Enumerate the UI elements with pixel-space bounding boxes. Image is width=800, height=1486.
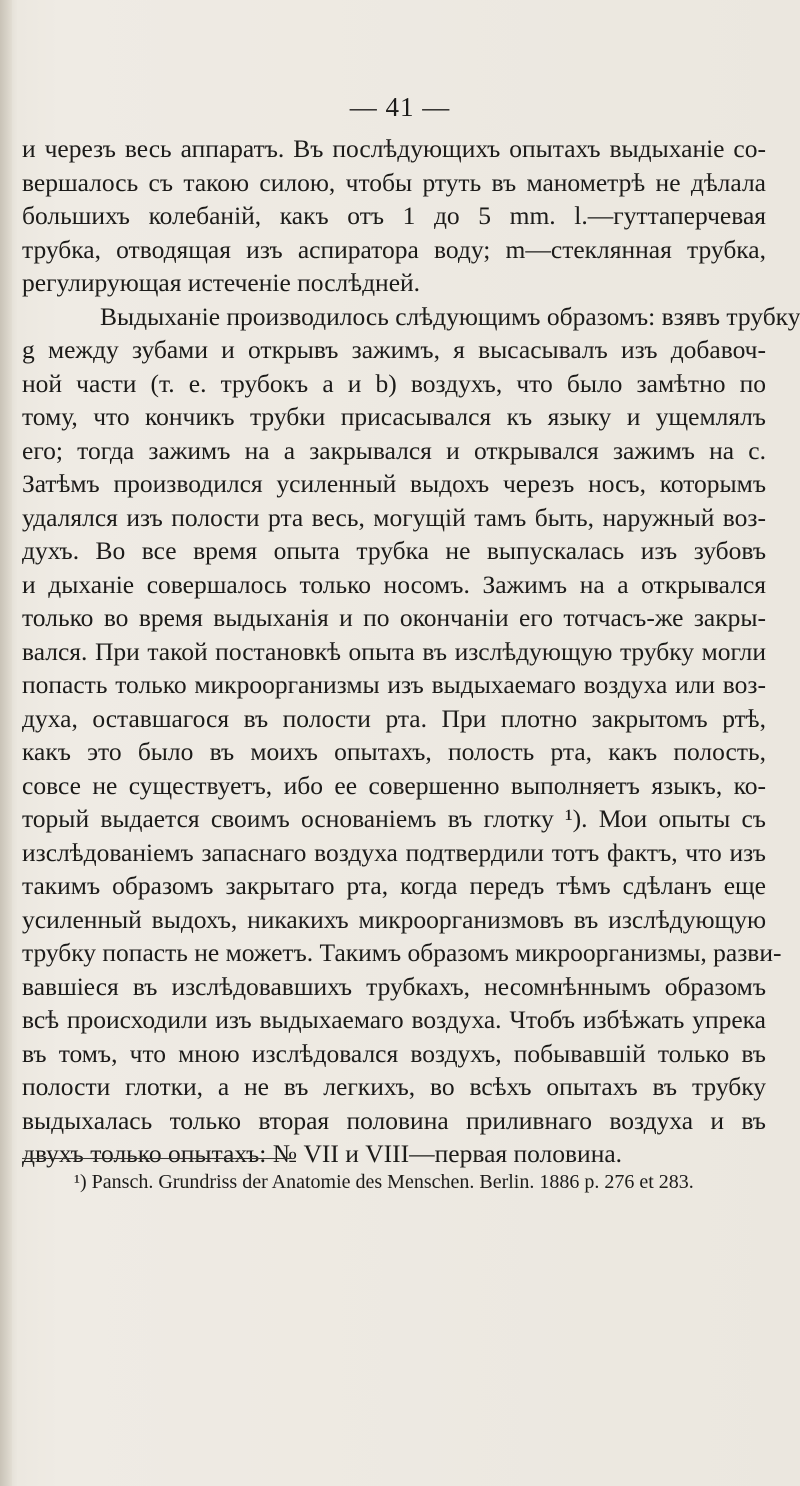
- text-line: полости глотки, а не въ легкихъ, во всѣхъ опытахъ въ трубку: [22, 1072, 766, 1101]
- text-line: вавшіеся въ изслѣдовавшихъ трубкахъ, несомнѣннымъ образомъ: [22, 971, 766, 1001]
- text-line: Затѣмъ производился усиленный выдохъ черезъ носъ, которымъ: [22, 469, 766, 498]
- text-line: и дыханіе совершалось только носомъ. Зажимъ на a открывался: [22, 569, 766, 599]
- text-line: выдыхалась только вторая половина приливнаго воздуха и въ: [22, 1105, 766, 1135]
- text-line: трубка, отводящая изъ аспиратора воду; m—стеклянная трубка,: [22, 234, 766, 264]
- text-line: изслѣдованіемъ запаснаго воздуха подтвердили тотъ фактъ, что изъ: [22, 837, 766, 867]
- text-line: духа, оставшагося въ полости рта. При плотно закрытомъ ртѣ,: [22, 703, 766, 733]
- text-line: большихъ колебаній, какъ отъ 1 до 5 mm. l.—гуттаперчевая: [22, 201, 766, 230]
- text-line: Выдыханіе производилось слѣдующимъ образомъ: взявъ трубку: [100, 301, 800, 331]
- body-text: [22, 132, 800, 1171]
- text-line: такимъ образомъ закрытаго рта, когда передъ тѣмъ сдѣланъ еще: [22, 871, 766, 900]
- text-line: вершалось съ такою силою, чтобы ртуть въ манометрѣ не дѣлала: [22, 167, 766, 197]
- text-line: всѣ происходили изъ выдыхаемаго воздуха. Чтобъ избѣжать упрека: [22, 1005, 766, 1034]
- text-line: совсе не существуетъ, ибо ее совершенно выполняетъ языкъ, ко-: [22, 770, 766, 800]
- text-line: усиленный выдохъ, никакихъ микроорганизмовъ въ изслѣдующую: [22, 904, 766, 934]
- text-line: и черезъ весь аппаратъ. Въ послѣдующихъ опытахъ выдыханіе со-: [22, 134, 766, 163]
- text-line: g между зубами и открывъ зажимъ, я высасывалъ изъ добавоч-: [22, 335, 766, 364]
- text-line: удалялся изъ полости рта весь, могущій тамъ быть, наружный воз-: [22, 502, 766, 532]
- text-line: только во время выдыханія и по окончаніи его тотчасъ-же закры-: [22, 603, 766, 632]
- text-line: трубку попасть не можетъ. Такимъ образомъ микроорганизмы, разви-: [22, 938, 782, 967]
- footnote-separator: [22, 1158, 292, 1159]
- text-line: духъ. Во все время опыта трубка не выпускалась изъ зубовъ: [22, 536, 766, 565]
- text-line: ной части (т. е. трубокъ a и b) воздухъ, что было замѣтно по: [22, 368, 766, 398]
- text-line: вался. При такой постановкѣ опыта въ изслѣдующую трубку могли: [22, 636, 766, 666]
- text-line: въ томъ, что мною изслѣдовался воздухъ, побывавшій только въ: [22, 1038, 766, 1068]
- text-line: торый выдается своимъ основаніемъ въ глотку ¹). Мои опыты съ: [22, 804, 766, 833]
- text-line: двухъ только опытахъ: № VII и VIII—первая половина.: [22, 1139, 623, 1168]
- text-line: регулирующая истеченіе послѣдней.: [22, 268, 421, 297]
- page-number: — 41 —: [349, 92, 451, 122]
- text-line: попасть только микроорганизмы изъ выдыхаемаго воздуха или воз-: [22, 670, 766, 699]
- footnote: ¹) Pansch. Grundriss der Anatomie des Menschen. Berlin. 1886 p. 276 et 283.: [74, 1171, 694, 1193]
- page-gutter: [0, 0, 12, 1486]
- text-line: тому, что кончикъ трубки присасывался къ языку и ущемлялъ: [22, 402, 766, 431]
- text-line: его; тогда зажимъ на a закрывался и открывался зажимъ на c.: [22, 435, 766, 465]
- text-line: какъ это было въ моихъ опытахъ, полость рта, какъ полость,: [22, 737, 766, 766]
